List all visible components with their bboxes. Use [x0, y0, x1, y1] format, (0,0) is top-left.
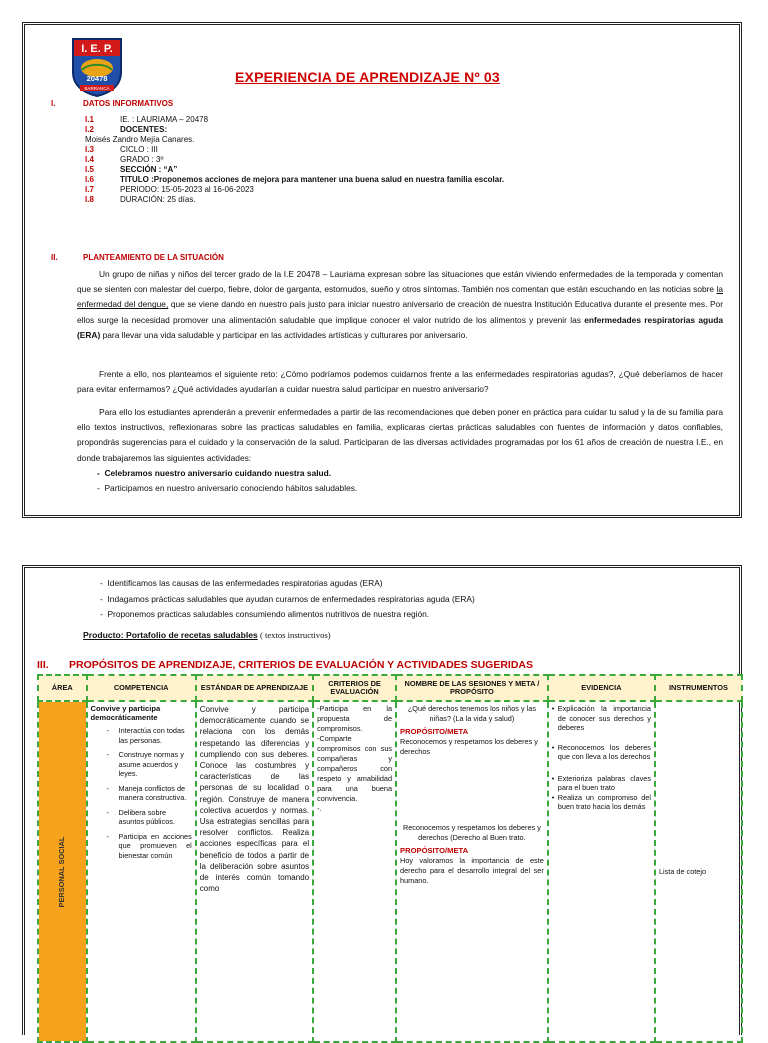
list-item: - Identificamos las causas de las enfermedades respiratorias agudas (ERA) — [100, 578, 383, 588]
session-meta: Hoy valoramos la importancia de este derecho para el desarrollo integral del ser humano. — [400, 856, 544, 885]
list-item: - Celebramos nuestro aniversario cuidando nuestra salud. — [97, 468, 332, 478]
header-area: ÁREA — [38, 675, 87, 701]
activities-list-2 — [100, 576, 475, 623]
table-header-row — [38, 675, 742, 701]
list-item: - Interactúa con todas las personas. — [107, 726, 192, 745]
situation-paragraph-3: Para ello los estudiantes aprenderán a prevenir enfermedades a partir de las recomendaciones que deben poner en práctica para cuidar tu salud y la de su familia para ello textos instructivos, reflexionaras sobre las practicas saludables en familia, explicaras ciertas prácticas saludables con fuentes de información y datos confiables, propondrás sugerencias para el cuidado y la conservación de la salud. Participaran de las diversas actividades programadas por los 61 años de creación de nuestra I.E., en donde trabajaremos las siguientes actividades: — [77, 407, 723, 463]
instrumentos-cell: Lista de cotejo — [655, 701, 742, 1042]
evidence-list — [552, 704, 651, 733]
list-item: - Proponemos practicas saludables consumiendo alimentos nutritivos de nuestra región. — [100, 609, 430, 619]
competencia-title: Convive y participa democráticamente — [90, 704, 161, 722]
list-item: - Participamos en nuestro aniversario conociendo hábitos saludables. — [97, 483, 358, 493]
situation-paragraph-2: Frente a ello, nos planteamos el siguiente reto: ¿Cómo podríamos podemos cuidarnos frente a las enfermedades respiratorias agudas?, ¿Qué deberíamos de hacer para evitar enfermamos? ¿Qué actividades ayudarían a cuidar nuestra salud participar en nuestro aniversario? — [77, 369, 723, 395]
session-question: ¿Qué derechos tenemos los niños y las niñas? (La la vida y salud) — [407, 704, 536, 723]
section-heading-3 — [37, 659, 534, 671]
header-instrumentos: INSTRUMENTOS — [655, 675, 742, 701]
header-criterios: CRITERIOS DE EVALUACIÓN — [313, 675, 396, 701]
list-item: - Construye normas y asume acuerdos y leyes. — [107, 750, 192, 779]
list-item: - Delibera sobre asuntos públicos. — [107, 808, 192, 827]
proposito-label: PROPÓSITO/META — [400, 727, 469, 736]
evidence-list — [552, 743, 651, 762]
list-item: • Explicación la importancia de conocer sus derechos y deberes — [552, 704, 651, 733]
list-item: • Realiza un compromiso del buen trato hacia los demás — [552, 793, 651, 812]
activities-list-1 — [97, 466, 357, 496]
section-title: DATOS INFORMATIVOS — [83, 99, 174, 108]
list-item: - Indagamos prácticas saludables que ayudan curarnos de enfermedades respiratorias aguda (ERA) — [100, 593, 475, 604]
header-evidencia: EVIDENCIA — [548, 675, 655, 701]
area-cell — [38, 701, 87, 1042]
capacidades-list — [91, 726, 192, 860]
session-title: Reconocemos y respetamos los deberes y derechos (Derecho al Buen trato. — [402, 823, 541, 842]
header-competencia: COMPETENCIA — [87, 675, 196, 701]
proposito-label: PROPÓSITO/META — [400, 846, 469, 855]
product-line: Producto: Portafolio de recetas saludables ( textos instructivos) — [83, 630, 331, 640]
header-estandar: ESTÁNDAR DE APRENDIZAJE — [196, 675, 313, 701]
criterios-cell: -Participa en la propuesta de compromisos. -Comparte compromisos con sus compañeras y compañeros con respeto y amabilidad para una buena convivencia. -. — [313, 701, 396, 1042]
section-number: III. — [37, 659, 49, 671]
list-item: - Participa en acciones que promueven el bienestar común — [107, 832, 192, 861]
estandar-cell: Convive y participa democráticamente cuando se relaciona con los demás respetando las diferencias y cumpliendo con sus deberes. Conoce las costumbres y características de las personas de su localidad o región. Construye de manera colectiva acuerdos y normas. Usa estrategias sencillas para resolver conflictos. Realiza acciones específicas para el beneficio de todos a partir de la deliberación sobre asuntos de interés común tomando como — [196, 701, 313, 1042]
logo-place: BARRANCA — [84, 86, 110, 91]
list-item: • Exterioriza palabras claves para el buen trato — [552, 774, 651, 793]
evidencia-cell — [548, 701, 655, 1042]
section-number: I. — [51, 99, 56, 108]
logo-number: 20478 — [86, 74, 108, 83]
list-item: - Maneja conflictos de manera constructiva. — [107, 784, 192, 803]
learning-table — [37, 674, 743, 1043]
school-shield-logo — [70, 36, 124, 98]
list-item: • Reconocemos los deberes que con lleva a los derechos — [552, 743, 651, 762]
page-one: I. E. P. 20478 BARRANCA EXPERIENCIA DE APRENDIZAJE Nº 03 I. DATOS INFORMATIVOS I.1 IE. : LAURIAMA – 20478 I.2 DOCENTES: Moisés Zandro Mejía Canares. I.3 CICLO : III I.4 GRADO : 3º I.5 SECCIÓN : “A” I.6 TITULO :Proponemos acciones de mejora para mantener una buena salud en nuestra familia escolar. I.7 PERIODO: 15-05-2023 al 16-06-2023 I.8 DURACIÓN: 25 días. II. PLANTEAMIENTO DE LA SITUACIÓN Un grupo de niñas y niños del tercer grado de la I.E 20478 – Lauriama expresan sobre las situaciones que están viviendo enfermedades de la temporada y comentan que se sienten con malestar del cuerpo, fiebre, dolor de garganta, estornudos, sueño y otros síntomas. También nos comentan que están escuchando en las noticias sobre la enfermedad del dengue, que se viene dando en nuestro país justo para iniciar nuestro aniversario de creación de nuestra Institución Educativa durante el presente mes. Por ellos surge la necesidad promover una alimentación saludable que implique conocer el valor nutrido de los alimentos y prevenir las enfermedades respiratorias aguda (ERA) para llevar una vida saludable y participar en las actividades artísticas y culturares por aniversario. Frente a ello, nos planteamos el siguiente reto: ¿Cómo podríamos podemos cuidarnos frente a las enfermedades respiratorias agudas?, ¿Qué deberíamos de hacer para evitar enfermamos? ¿Qué actividades ayudarían a cuidar nuestra salud participar en nuestro aniversario? Para ello los estudiantes aprenderán a prevenir enfermedades a partir de las recomendaciones que deben poner en práctica para cuidar tu salud y la de su familia para ello textos instructivos, reflexionaras sobre las practicas saludables en familia, explicaras ciertas prácticas saludables con fuentes de información y datos confiables, propondrás sugerencias para el cuidado y la conservación de la salud. Participaran de las diversas actividades programadas por los 61 años de creación de nuestra I.E., en donde trabajaremos las siguientes actividades: - Celebramos nuestro aniversario cuidando nuestra salud. - Participamos en nuestro aniversario conociendo hábitos saludables. — [22, 22, 742, 518]
situation-paragraph-1: Un grupo de niñas y niños del tercer grado de la I.E 20478 – Lauriama expresan sobre las situaciones que están viviendo enfermedades de la temporada y comentan que se sienten con malestar del cuerpo, fiebre, dolor de garganta, estornudos, sueño y otros síntomas. También nos comentan que están escuchando en las noticias sobre la enfermedad del dengue, que se viene dando en nuestro país justo para iniciar nuestro aniversario de creación de nuestra Institución Educativa durante el presente mes. Por ellos surge la necesidad promover una alimentación saludable que implique conocer el valor nutrido de los alimentos y prevenir las enfermedades respiratorias aguda (ERA) para llevar una vida saludable y participar en las actividades artísticas y culturares por aniversario. — [77, 269, 723, 340]
session-meta: Reconocemos y respetamos los deberes y derechos — [400, 737, 538, 756]
area-label: PERSONAL SOCIAL — [57, 836, 67, 907]
logo-initials: I. E. P. — [81, 43, 113, 55]
sesiones-cell — [396, 701, 548, 1042]
page-two — [22, 565, 742, 1035]
table-row — [38, 701, 742, 1042]
document-title: EXPERIENCIA DE APRENDIZAJE Nº 03 — [235, 69, 500, 85]
evidence-list — [552, 774, 651, 812]
section-title: PLANTEAMIENTO DE LA SITUACIÓN — [83, 253, 224, 262]
competencia-cell — [87, 701, 196, 1042]
header-sesiones: NOMBRE DE LAS SESIONES Y META / PROPÓSITO — [396, 675, 548, 701]
section-number: II. — [51, 253, 58, 262]
section-title: PROPÓSITOS DE APRENDIZAJE, CRITERIOS DE EVALUACIÓN Y ACTIVIDADES SUGERIDAS — [69, 659, 534, 671]
